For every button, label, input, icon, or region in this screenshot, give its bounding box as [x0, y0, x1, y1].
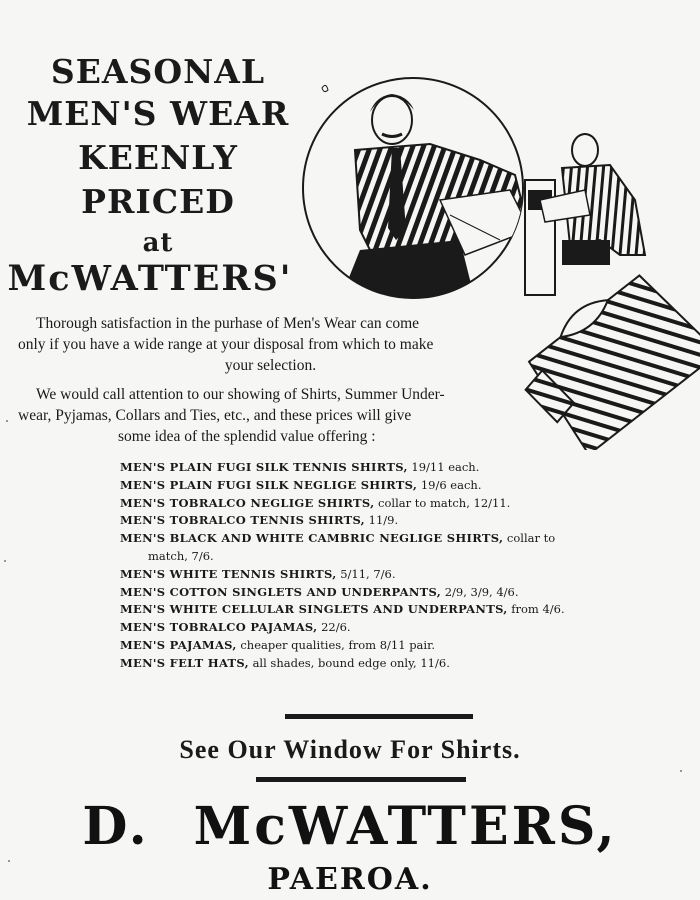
price-list-item: [120, 530, 640, 566]
item-name: MEN'S COTTON SINGLETS AND UNDERPANTS,: [120, 584, 442, 599]
item-price: 22/6.: [321, 620, 351, 635]
intro-p2-line-3: some idea of the splendid value offering :: [118, 428, 376, 445]
intro-paragraph-2: [18, 384, 523, 447]
item-price: 5/11, 7/6.: [340, 566, 396, 581]
store-initial: D.: [82, 796, 150, 857]
price-list-item: [120, 459, 640, 477]
price-list-item: [120, 584, 640, 602]
divider-rule-top: [285, 714, 473, 719]
intro-p2-line-1: We would call attention to our showing of Shirts, Summer Under-: [36, 386, 445, 403]
scan-speck: [8, 860, 10, 862]
item-name: MEN'S WHITE TENNIS SHIRTS,: [120, 566, 337, 581]
price-list-item: [120, 655, 640, 673]
scan-speck: [680, 770, 682, 772]
item-name: MEN'S TOBRALCO PAJAMAS,: [120, 620, 318, 635]
item-name: MEN'S WHITE CELLULAR SINGLETS AND UNDERPANTS,: [120, 602, 508, 617]
window-notice: See Our Window For Shirts.: [179, 735, 521, 764]
item-name: MEN'S PLAIN FUGI SILK NEGLIGE SHIRTS,: [120, 477, 418, 492]
store-name: [0, 796, 700, 857]
item-name: MEN'S TOBRALCO NEGLIGE SHIRTS,: [120, 495, 375, 510]
item-price: from 4/6.: [511, 602, 565, 617]
item-price: collar to: [506, 531, 556, 546]
item-name: MEN'S PLAIN FUGI SILK TENNIS SHIRTS,: [120, 460, 408, 474]
price-list-item: [120, 477, 640, 495]
store-surname: McWATTERS,: [193, 796, 618, 857]
item-price: 19/6 each.: [420, 477, 482, 492]
intro-p1-line-1: Thorough satisfaction in the purhase of Men's Wear can come: [36, 315, 420, 332]
item-price: 19/11 each.: [411, 460, 480, 474]
item-price-continuation: match, 7/6.: [148, 548, 214, 563]
scan-speck: [4, 560, 6, 562]
intro-paragraph-1: [18, 313, 523, 376]
intro-p2-line-2: wear, Pyjamas, Collars and Ties, etc., and these prices will give: [18, 407, 412, 424]
item-price: cheaper qualities, from 8/11 pair.: [240, 637, 435, 652]
divider-rule-bottom: [256, 777, 466, 782]
price-list-item: [120, 637, 640, 655]
item-name: MEN'S BLACK AND WHITE CAMBRIC NEGLIGE SHIRTS,: [120, 531, 504, 546]
headline-line-priced: PRICED: [81, 182, 235, 221]
item-price: 11/9.: [368, 513, 399, 528]
intro-p1-line-2: only if you have a wide range at your disposal from which to make: [18, 336, 434, 353]
price-list-item: [120, 601, 640, 619]
price-list: [120, 459, 640, 673]
price-list-item: [120, 495, 640, 513]
price-list-item: [120, 619, 640, 637]
price-list-item: [120, 512, 640, 530]
headline-line-keenly: KEENLY: [78, 138, 238, 177]
item-price: collar to match, 12/11.: [378, 495, 511, 510]
item-name: MEN'S TOBRALCO TENNIS SHIRTS,: [120, 513, 365, 528]
item-name: MEN'S FELT HATS,: [120, 655, 249, 670]
item-price: 2/9, 3/9, 4/6.: [444, 584, 519, 599]
scan-speck: [6, 420, 8, 422]
intro-p1-line-3: your selection.: [224, 357, 317, 374]
headline-line-mcwatters: McWATTERS': [7, 258, 293, 299]
store-town: PAEROA.: [267, 862, 433, 897]
headline-line-at: at: [142, 228, 174, 258]
item-price: all shades, bound edge only, 11/6.: [252, 655, 450, 670]
headline-line-seasonal: SEASONAL: [50, 52, 266, 91]
item-name: MEN'S PAJAMAS,: [120, 637, 237, 652]
headline-line-mens-wear: MEN'S WEAR: [26, 94, 290, 133]
price-list-item: [120, 566, 640, 584]
